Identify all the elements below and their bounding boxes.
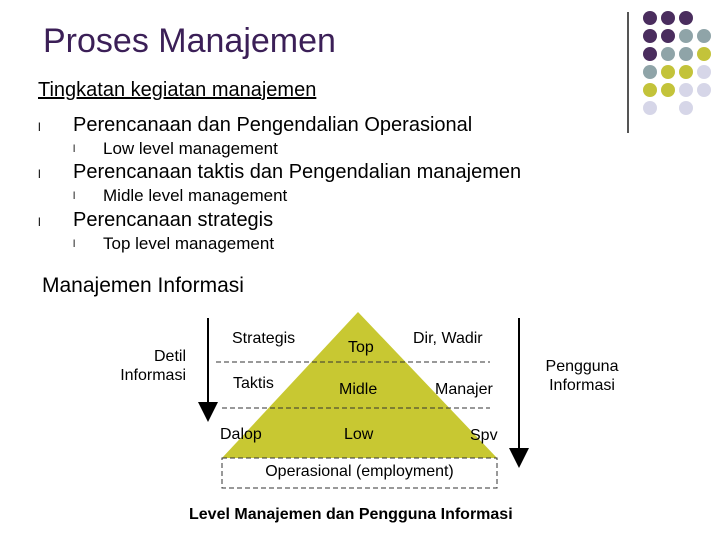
right-label-line-1: Pengguna <box>545 358 619 375</box>
bullet-text: Top level management <box>103 234 275 253</box>
type-tactical: Taktis <box>233 375 274 392</box>
section-title: Manajemen Informasi <box>42 274 244 297</box>
bullet-marker: l <box>38 167 41 181</box>
level-middle: Midle <box>339 381 378 398</box>
diagram-caption: Level Manajemen dan Pengguna Informasi <box>189 506 513 523</box>
bullet-marker: l <box>73 191 76 202</box>
type-dalop: Dalop <box>220 426 262 443</box>
base-label: Operasional (employment) <box>265 463 454 480</box>
bullet-text: Perencanaan taktis dan Pengendalian manajemen <box>73 161 522 183</box>
level-low: Low <box>344 426 374 443</box>
left-label-line-2: Informasi <box>120 367 186 384</box>
bullet-text: Midle level management <box>103 186 288 205</box>
user-supervisor: Spv <box>470 427 498 444</box>
level-top: Top <box>348 339 374 356</box>
bullet-marker: l <box>73 239 76 250</box>
left-label <box>114 347 186 385</box>
bullet-marker: l <box>38 120 41 134</box>
user-director: Dir, Wadir <box>413 330 483 347</box>
left-label-line-1: Detil <box>153 348 186 365</box>
right-label-line-2: Informasi <box>549 377 615 394</box>
type-strategic: Strategis <box>232 330 296 347</box>
user-manager: Manajer <box>435 381 493 398</box>
bullet-text: Low level management <box>103 139 278 158</box>
right-label <box>534 357 630 395</box>
bullet-text: Perencanaan dan Pengendalian Operasional <box>73 114 473 136</box>
bullet-text: Perencanaan strategis <box>73 209 274 231</box>
slide-subtitle: Tingkatan kegiatan manajemen <box>38 79 317 101</box>
bullet-marker: l <box>38 215 41 229</box>
bullet-marker: l <box>73 144 76 155</box>
slide-title: Proses Manajemen <box>43 22 336 60</box>
